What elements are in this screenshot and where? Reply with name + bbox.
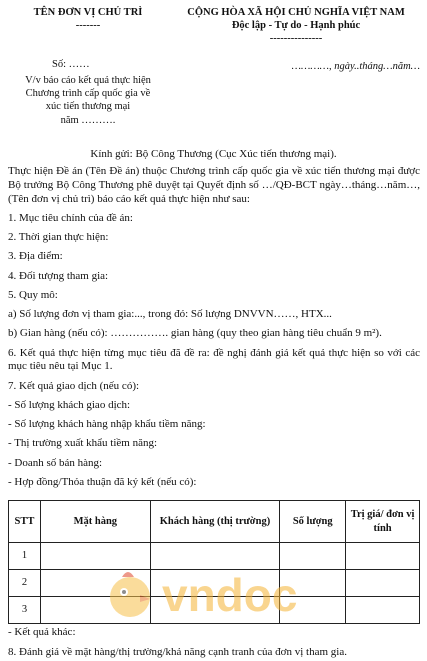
table-cell [280, 543, 346, 570]
table-cell: 1 [9, 543, 41, 570]
bullet-importers: - Số lượng khách hàng nhập khẩu tiềm năng: [8, 418, 206, 430]
table-cell [150, 597, 280, 624]
report-body [8, 165, 420, 495]
col-stt: STT [9, 501, 41, 543]
table-cell [40, 597, 150, 624]
table-cell [346, 597, 420, 624]
document-number: Số: …… [52, 59, 90, 70]
table-row [9, 570, 420, 597]
table-header-row [9, 501, 420, 543]
table-cell: 3 [9, 597, 41, 624]
section-7: 7. Kết quả giao dịch (nếu có): [8, 379, 140, 392]
org-name: TÊN ĐƠN VỊ CHỦ TRÌ [33, 7, 143, 18]
transactions-table [8, 500, 420, 624]
section-4: 4. Đối tượng tham gia: [8, 269, 109, 282]
table-cell [40, 543, 150, 570]
col-value: Trị giá/ đơn vị tính [346, 501, 420, 543]
post-table-section [8, 626, 420, 661]
bullet-sales: - Doanh số bán hàng: [8, 456, 103, 469]
subject-line-2: Chương trình cấp quốc gia về [25, 88, 151, 100]
subject-line-3: xúc tiến thương mại [45, 101, 131, 113]
subject-line-4: năm ………. [60, 114, 116, 126]
col-quantity: Số lượng [280, 501, 346, 543]
table-row [9, 597, 420, 624]
reference-block [8, 58, 168, 127]
col-product: Mặt hàng [40, 501, 150, 543]
national-motto: Độc lập - Tự do - Hạnh phúc [231, 20, 361, 32]
watermark-text: vndoc [162, 569, 298, 621]
intro-paragraph: Thực hiện Đề án (Tên Đề án) thuộc Chương trình cấp quốc gia về xúc tiến thương mại được Bộ trưởng Bộ Công Thương phê duyệt tại Quyết định số …/QĐ-BCT ngày…tháng…năm…, (Tên đơn vị chủ trì) báo cáo kết quả thực hiện như sau: [8, 165, 420, 205]
section-5: 5. Quy mô: [8, 288, 58, 301]
bullet-contracts: - Hợp đồng/Thỏa thuận đã ký kết (nếu có): [8, 475, 197, 488]
bullet-markets: - Thị trường xuất khẩu tiềm năng: [8, 437, 158, 450]
table-cell: 2 [9, 570, 41, 597]
section-1: 1. Mục tiêu chính của đề án: [8, 211, 133, 224]
org-divider: ------- [75, 20, 101, 32]
section-5a: a) Số lượng đơn vị tham gia:..., trong đó: Số lượng DNVVN……, HTX... [8, 308, 332, 320]
motto-divider: --------------- [269, 33, 323, 45]
subject-line-1: V/v báo cáo kết quả thực hiện [25, 75, 151, 87]
section-8: 8. Đánh giá về mặt hàng/thị trường/khả năng cạnh tranh của đơn vị tham gia. [8, 645, 347, 658]
table-cell [150, 570, 280, 597]
document-date: …………, ngày..tháng…năm… [291, 61, 420, 72]
table-cell [280, 597, 346, 624]
other-results: - Kết quả khác: [8, 626, 76, 638]
bullet-customers: - Số lượng khách giao dịch: [8, 398, 131, 411]
section-5b: b) Gian hàng (nếu có): ……………. gian hàng (quy theo gian hàng tiêu chuẩn 9 m²). [8, 327, 382, 340]
section-2: 2. Thời gian thực hiện: [8, 231, 109, 243]
col-customer: Khách hàng (thị trường) [150, 501, 280, 543]
section-6: 6. Kết quả thực hiện từng mục tiêu đã đề ra: đề nghị đánh giá kết quả thực hiện so với các mục tiêu nêu tại Mục 1. [8, 346, 420, 373]
addressee: Kính gửi: Bộ Công Thương (Cục Xúc tiến thương mại). [90, 148, 337, 160]
table-cell [346, 570, 420, 597]
table-cell [346, 543, 420, 570]
table-cell [280, 570, 346, 597]
table-cell [150, 543, 280, 570]
org-header [8, 6, 168, 32]
table-cell [40, 570, 150, 597]
section-3: 3. Địa điểm: [8, 250, 63, 263]
country-name: CỘNG HÒA XÃ HỘI CHỦ NGHĨA VIỆT NAM [187, 7, 405, 18]
national-header [170, 6, 422, 45]
table-row [9, 543, 420, 570]
